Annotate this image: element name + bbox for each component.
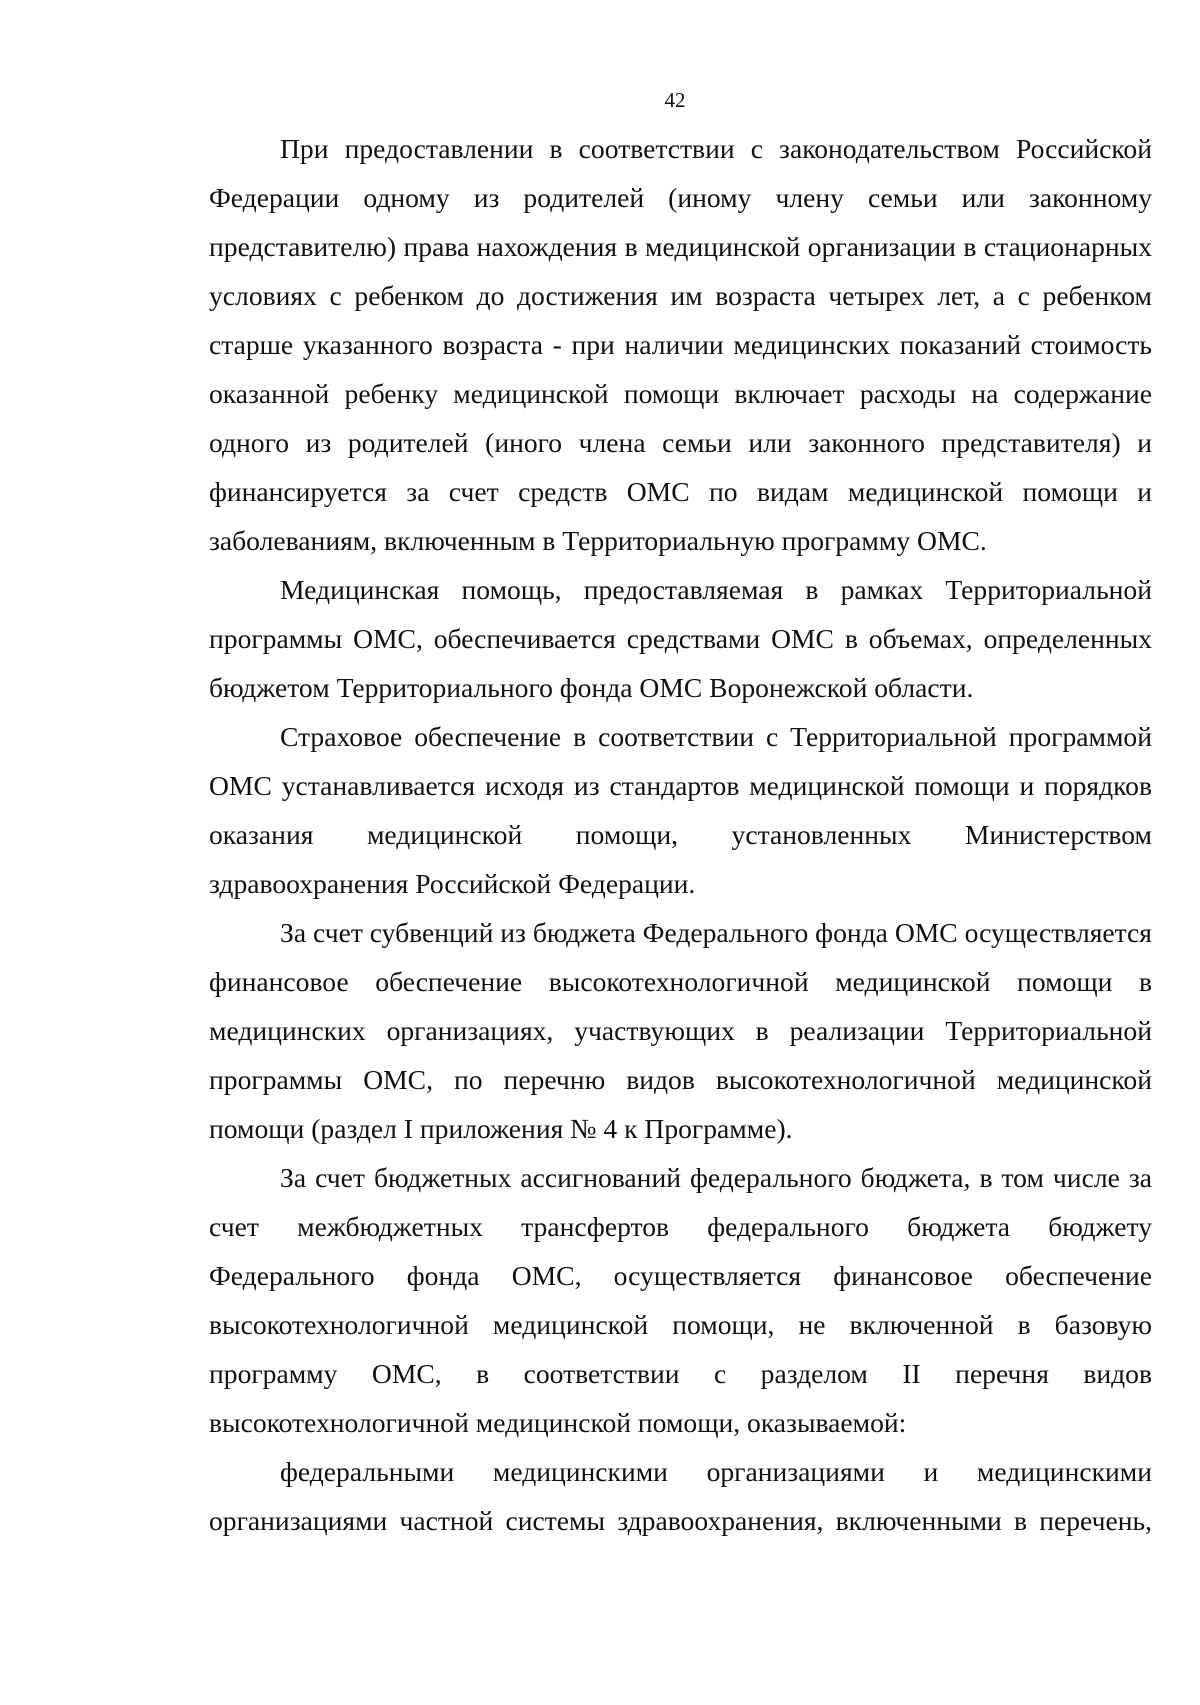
paragraph-parent-stay-costs: При предоставлении в соответствии с законодательством Российской Федерации одному из родителей (иному члену семьи или законному представителю) права нахождения в медицинской организации в стационарных условиях с ребенком до достижения им возраста четырех лет, а с ребенком старше указанного возраста - при наличии медицинских показаний стоимость оказанной ребенку медицинской помощи включает расходы на содержание одного из родителей (иного члена семьи или законного представителя) и финансируется за счет средств ОМС по видам медицинской помощи и заболеваниям, включенным в Территориальную программу ОМС.: [209, 133, 1152, 556]
page-number: 42: [664, 88, 686, 112]
paragraph-subventions-high-tech-care: За счет субвенций из бюджета Федерального фонда ОМС осуществляется финансовое обеспечение высокотехнологичной медицинской помощи в медицинских организациях, участвующих в реализации Территориальной программы ОМС, по перечню видов высокотехнологичной медицинской помощи (раздел I приложения № 4 к Программе).: [209, 917, 1152, 1144]
paragraph-federal-organizations: федеральными медицинскими организациями и медицинскими организациями частной системы здравоохранения, включенными в перечень,: [209, 1456, 1152, 1536]
paragraph-territorial-program-funding: Медицинская помощь, предоставляемая в рамках Территориальной программы ОМС, обеспечивается средствами ОМС в объемах, определенных бюджетом Территориального фонда ОМС Воронежской области.: [209, 574, 1152, 703]
paragraph-insurance-coverage: Страховое обеспечение в соответствии с Территориальной программой ОМС устанавливается исходя из стандартов медицинской помощи и порядков оказания медицинской помощи, установленных Министерством здравоохранения Российской Федерации.: [209, 721, 1152, 899]
document-body: [209, 124, 1152, 1545]
paragraph-federal-budget-allocations: За счет бюджетных ассигнований федерального бюджета, в том числе за счет межбюджетных трансфертов федерального бюджета бюджету Федерального фонда ОМС, осуществляется финансовое обеспечение высокотехнологичной медицинской помощи, не включенной в базовую программу ОМС, в соответствии с разделом II перечня видов высокотехнологичной медицинской помощи, оказываемой:: [209, 1162, 1152, 1438]
